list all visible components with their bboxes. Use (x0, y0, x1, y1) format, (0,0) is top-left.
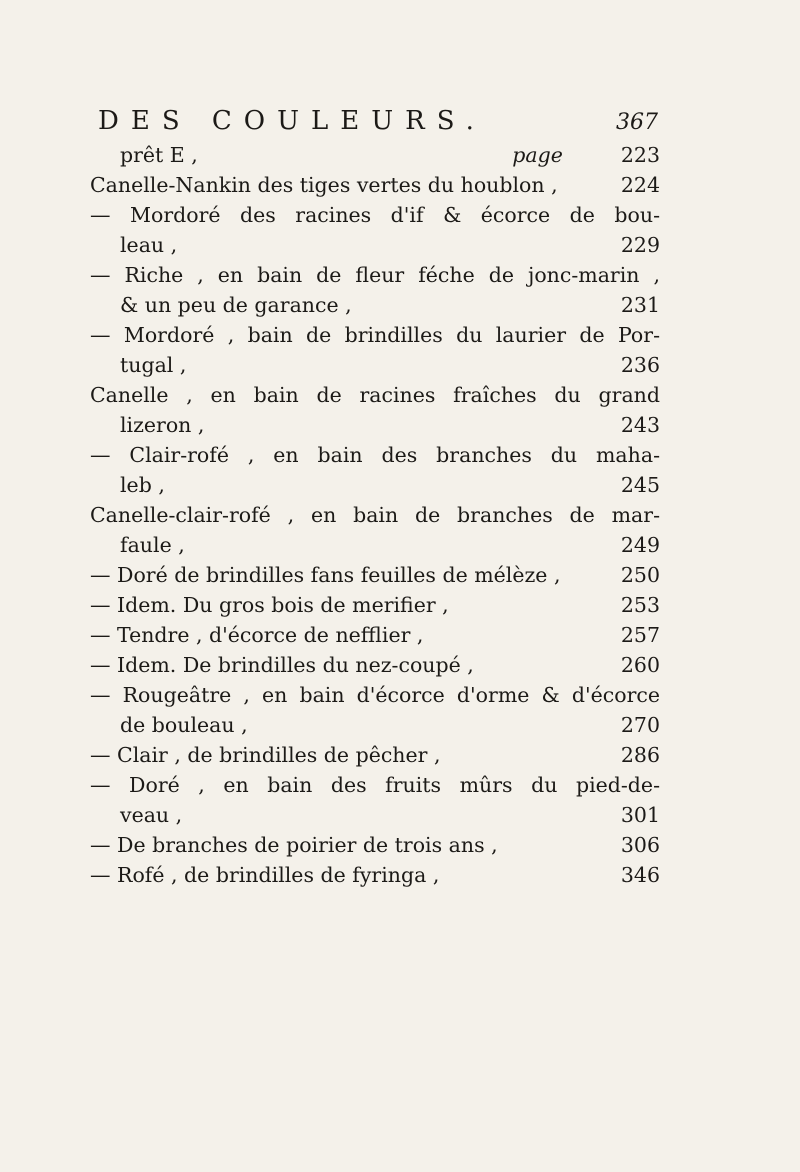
page-number: 223 (620, 143, 660, 167)
index-line (90, 290, 660, 320)
entry-text: — Rofé , de brindilles de fyringa , (90, 863, 440, 887)
entry-text: — Clair-rofé , en bain des branches du maha- (90, 443, 660, 467)
entry-text: tugal , (120, 353, 187, 377)
index-line (90, 170, 660, 200)
index-line (90, 500, 660, 530)
page-number: 236 (620, 353, 660, 377)
index-line (90, 230, 660, 260)
index-line (90, 410, 660, 440)
index-line (90, 590, 660, 620)
entry-text: & un peu de garance , (120, 293, 352, 317)
entry-text: — Doré de brindilles fans feuilles de mélèze , (90, 563, 561, 587)
entry-text: — Clair , de brindilles de pêcher , (90, 743, 441, 767)
running-header (98, 106, 658, 140)
page-number: 253 (620, 593, 660, 617)
page-number: 243 (620, 413, 660, 437)
index-line (90, 350, 660, 380)
index-line (90, 740, 660, 770)
page-number: 306 (620, 833, 660, 857)
entry-text: lizeron , (120, 413, 205, 437)
entry-text: — Riche , en bain de fleur féche de jonc-marin , (90, 263, 660, 287)
entry-text: de bouleau , (120, 713, 248, 737)
entry-text: faule , (120, 533, 185, 557)
entry-text: leau , (120, 233, 178, 257)
entry-text: Canelle-Nankin des tiges vertes du houblon , (90, 173, 558, 197)
index-line (90, 650, 660, 680)
entry-text: Canelle-clair-rofé , en bain de branches de mar- (90, 503, 660, 527)
index-line (90, 800, 660, 830)
index-line (90, 380, 660, 410)
index-line (90, 440, 660, 470)
page-number: 231 (620, 293, 660, 317)
page-number: 301 (620, 803, 660, 827)
page-number: 229 (620, 233, 660, 257)
index-line (90, 200, 660, 230)
page-number: 270 (620, 713, 660, 737)
page-number: 249 (620, 533, 660, 557)
entry-text: Canelle , en bain de racines fraîches du grand (90, 383, 660, 407)
page-number: 245 (620, 473, 660, 497)
page-number: 286 (620, 743, 660, 767)
entry-text: prêt E , (120, 143, 198, 167)
page-label: page (512, 143, 563, 167)
index-line (90, 680, 660, 710)
index-line (90, 620, 660, 650)
index-line (90, 530, 660, 560)
entry-text: — Tendre , d'écorce de nefflier , (90, 623, 424, 647)
page-number: 257 (620, 623, 660, 647)
entry-text: — Doré , en bain des fruits mûrs du pied-de- (90, 773, 660, 797)
index-line (90, 710, 660, 740)
entry-text: — Mordoré des racines d'if & écorce de bou- (90, 203, 660, 227)
entry-page (512, 140, 660, 170)
entry-text: — De branches de poirier de trois ans , (90, 833, 498, 857)
page-number: 250 (620, 563, 660, 587)
index-line (90, 830, 660, 860)
entry-text: leb , (120, 473, 165, 497)
entry-text: — Idem. Du gros bois de merifier , (90, 593, 449, 617)
index-line (90, 320, 660, 350)
index-line (90, 560, 660, 590)
entry-text: — Rougeâtre , en bain d'écorce d'orme & d'écorce (90, 683, 660, 707)
entry-text: — Idem. De brindilles du nez-coupé , (90, 653, 474, 677)
index-line (90, 770, 660, 800)
entry-text: veau , (120, 803, 183, 827)
page-number: 224 (620, 173, 660, 197)
index-line (90, 140, 660, 170)
entry-text: — Mordoré , bain de brindilles du laurier de Por- (90, 323, 660, 347)
index-line (90, 860, 660, 890)
page-number: 346 (620, 863, 660, 887)
header-title: DES COULEURS. (98, 106, 486, 136)
index-line (90, 470, 660, 500)
index-line (90, 260, 660, 290)
index-entries (90, 140, 660, 890)
header-page-number: 367 (616, 110, 658, 135)
page-number: 260 (620, 653, 660, 677)
